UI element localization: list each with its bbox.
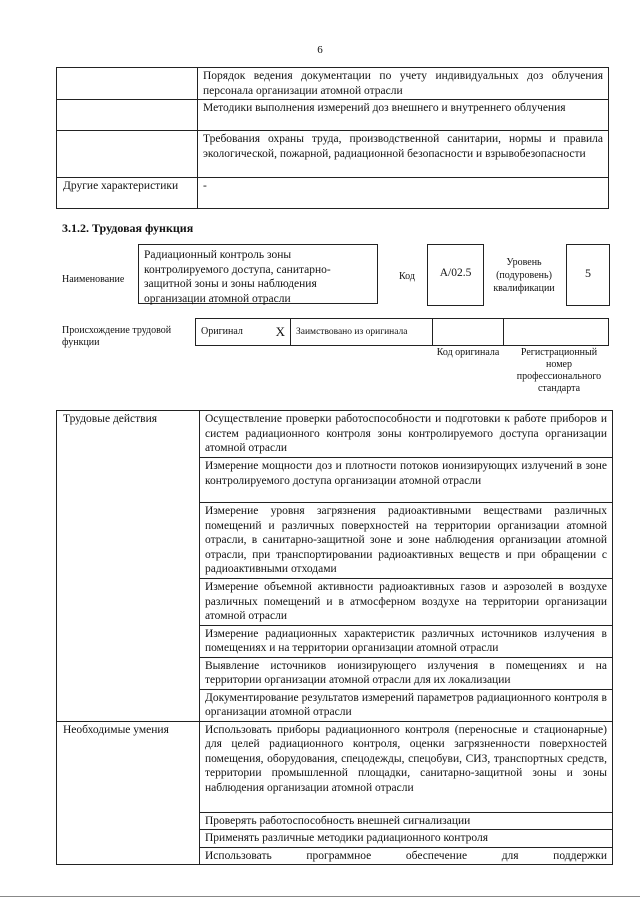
labor-action-item: Выявление источников ионизирующего излучения в помещениях и на территории организации атомной отрасли для их локализации: [200, 657, 613, 689]
table-cell-text: Порядок ведения документации по учету индивидуальных доз облучения персонала организации атомной отрасли: [198, 68, 609, 100]
origin-label: Происхождение трудовой функции: [62, 325, 172, 348]
origin-borrowed-cell: Заимствовано из оригинала: [291, 319, 433, 346]
labor-action-item: Измерение мощности доз и плотности потоков ионизирующих излучений в зоне контролируемого доступа организации атомной отрасли: [200, 458, 613, 503]
skill-item: Проверять работоспособность внешней сигнализации: [200, 812, 613, 830]
table-cell-label: [57, 131, 198, 178]
labor-action-item: Измерение объемной активности радиоактивных газов и аэрозолей в воздухе различных помещений и в атмосферном воздухе на территории организации атомной отрасли: [200, 579, 613, 626]
skill-item: Использовать приборы радиационного контроля (переносные и стационарные) для целей радиационного контроля, оценки загрязненности поверхностей помещения, оборудования, спецодежды, спецобуви, СИЗ, транспортных средств, территории промышленной площадки, санитарно-защитной зоны и зоны наблюдения организации атомной отрасли: [200, 721, 613, 812]
origin-reg-cell: [504, 319, 609, 346]
table-cell-label: [57, 68, 198, 100]
origin-code-cell: [433, 319, 504, 346]
labor-action-item: Измерение уровня загрязнения радиоактивными веществами различных помещений и различных поверхностей на территории организации атомной отрасли, в санитарно-защитной зоне и зоне наблюдения организации атомной отрасли, при транспортировании радиоактивных веществ и при обращении с радиоактивными отходами: [200, 503, 613, 579]
knowledge-table: [56, 67, 609, 209]
name-label: Наименование: [62, 274, 125, 285]
other-characteristics-label: Другие характеристики: [57, 178, 198, 209]
table-cell-label: [57, 100, 198, 131]
table-cell-text: Методики выполнения измерений доз внешнего и внутреннего облучения: [198, 100, 609, 131]
level-label: Уровень (подуровень) квалификации: [493, 257, 555, 294]
other-characteristics-value: -: [198, 178, 609, 209]
code-original-caption: Код оригинала: [436, 347, 500, 358]
required-skills-label: Необходимые умения: [57, 721, 200, 865]
origin-original-label: Оригинал: [201, 325, 243, 337]
labor-action-item: Осуществление проверки работоспособности и подготовки к работе приборов и систем радиационного контроля зоны контролируемого доступа организации атомной отрасли: [200, 411, 613, 458]
level-value-box: 5: [566, 244, 610, 306]
function-code-box: А/02.5: [427, 244, 484, 306]
page-number: 6: [317, 44, 323, 56]
labor-action-item: Измерение радиационных характеристик различных источников излучения в помещениях и на территории организации атомной отрасли: [200, 625, 613, 657]
origin-original-cell: [196, 319, 291, 346]
page-edge-line: [0, 896, 640, 897]
function-name-box: Радиационный контроль зоны контролируемого доступа, санитарно-защитной зоны и зоны наблюдения организации атомной отрасли: [138, 244, 378, 304]
section-title: 3.1.2. Трудовая функция: [62, 221, 194, 235]
origin-mark: X: [275, 323, 285, 339]
skill-item: Применять различные методики радиационного контроля: [200, 830, 613, 848]
labor-action-item: Документирование результатов измерений параметров радиационного контроля в организации атомной отрасли: [200, 689, 613, 721]
registration-caption: Регистрационный номер профессионального стандарта: [516, 347, 602, 394]
code-label: Код: [399, 271, 415, 282]
labor-function-table: [56, 410, 613, 865]
table-cell-text: Требования охраны труда, производственной санитарии, нормы и правила экологической, пожарной, радиационной безопасности и взрывобезопасности: [198, 131, 609, 178]
labor-actions-label: Трудовые действия: [57, 411, 200, 722]
origin-table: [195, 318, 609, 346]
skill-item: Использовать программное обеспечение для поддержки: [200, 847, 613, 865]
